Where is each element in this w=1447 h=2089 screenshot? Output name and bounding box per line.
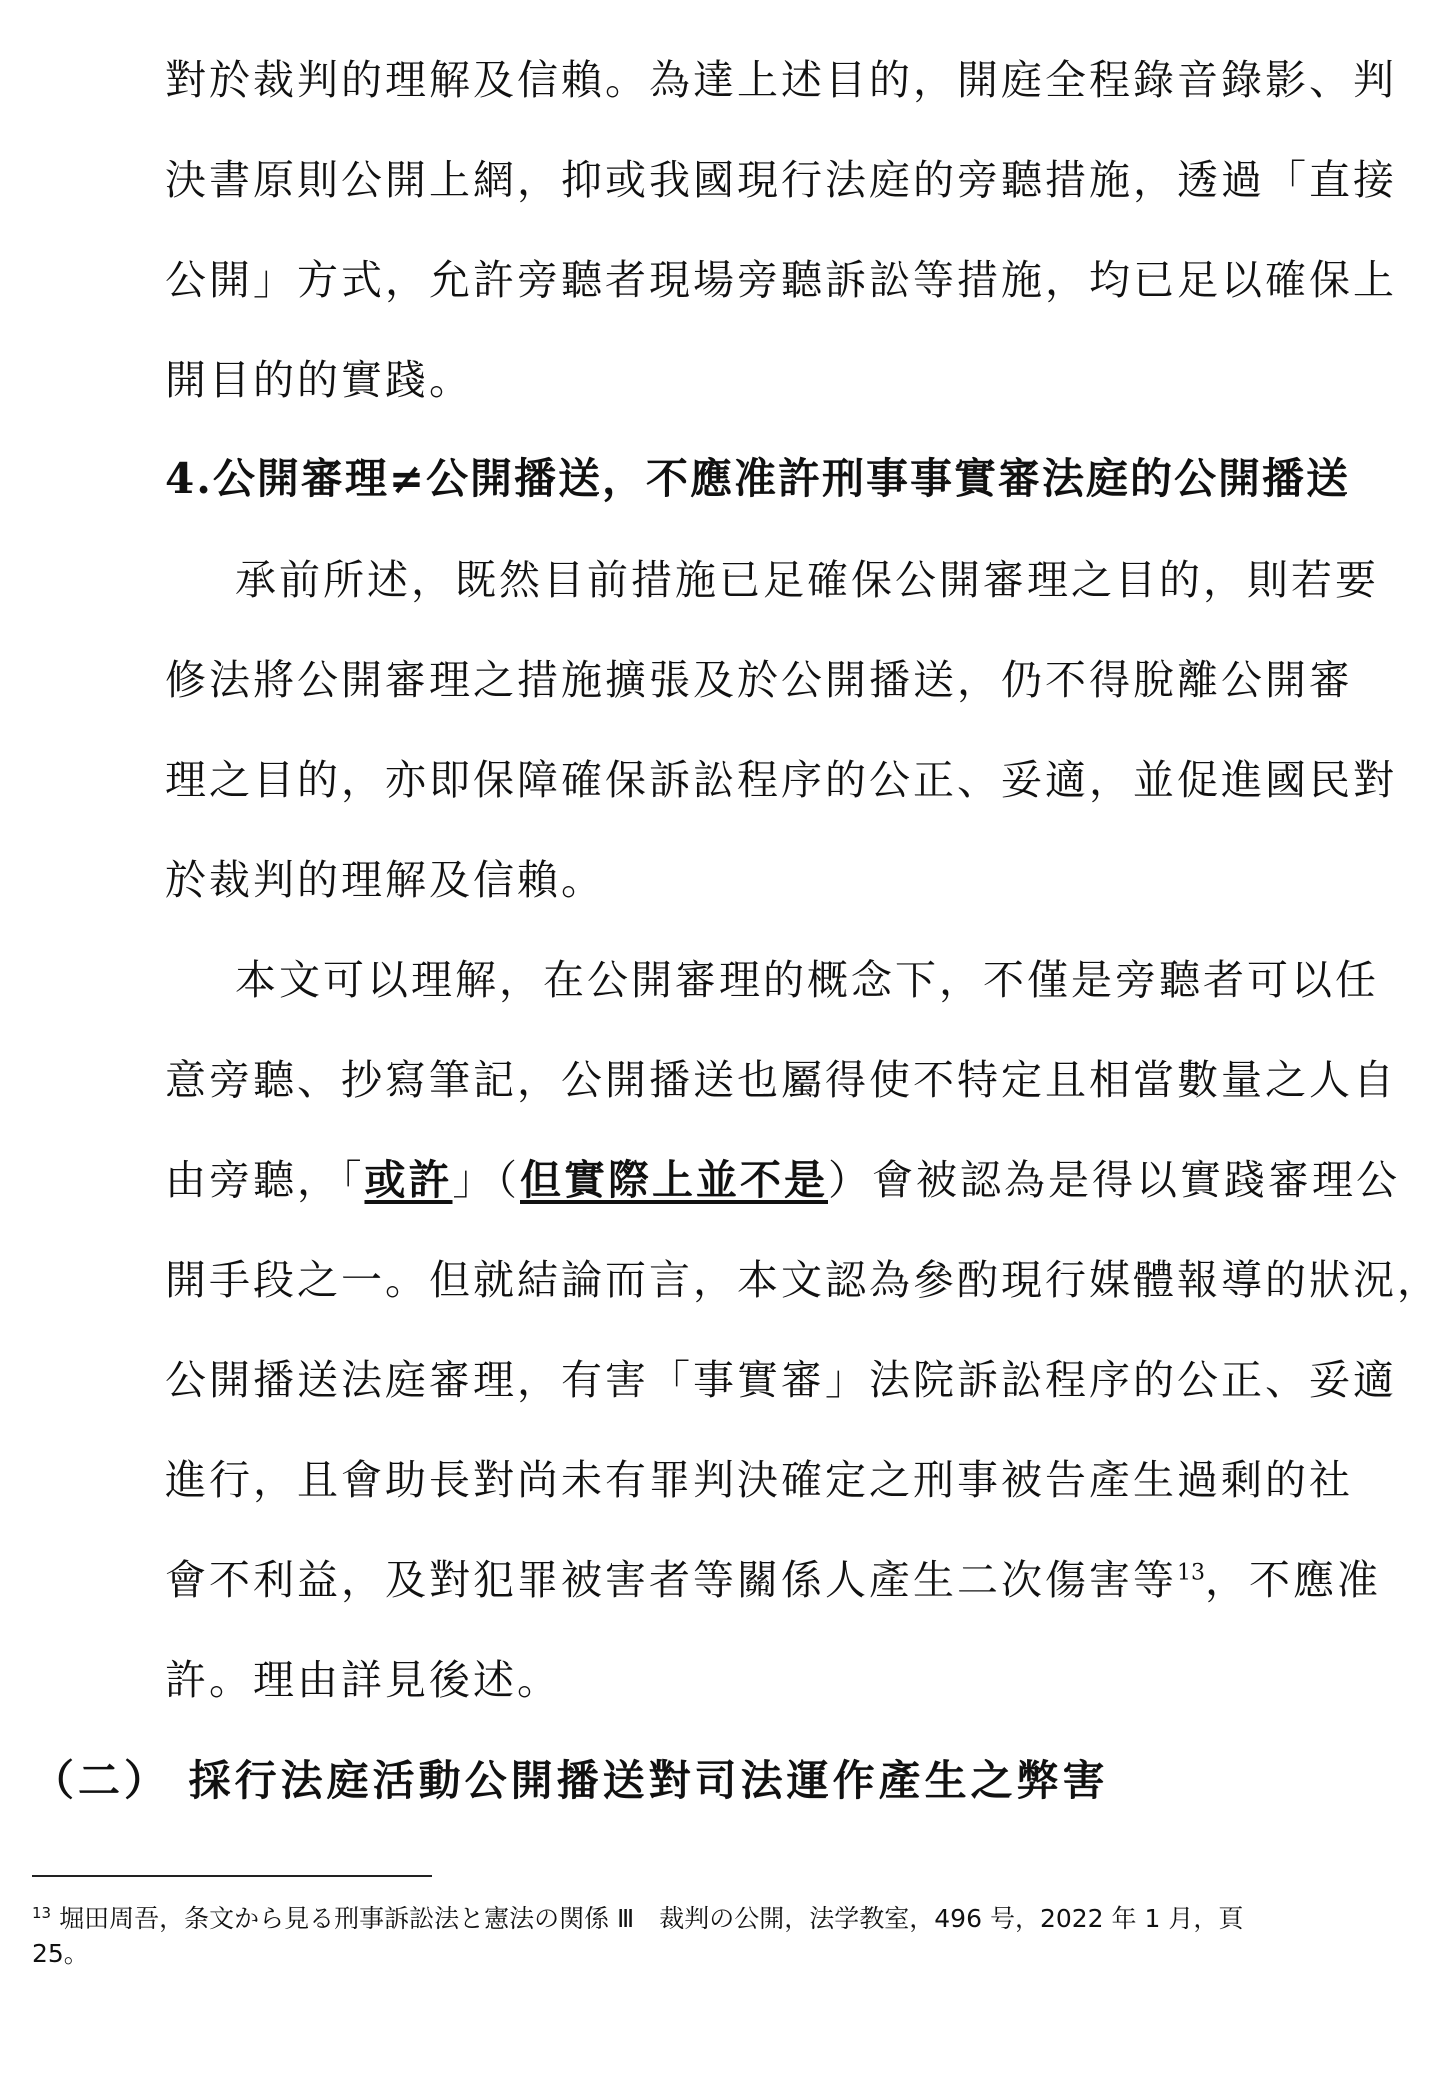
body-line: 決書原則公開上網，抑或我國現行法庭的旁聽措施，透過「直接	[165, 156, 1397, 204]
footnote-line: 25。	[32, 1939, 89, 1968]
footnote-line: 堀田周吾，条文から見る刑事訴訟法と憲法の関係 Ⅲ 裁判の公開，法学教室，496 号，2022 年 1 月，頁	[59, 1904, 1244, 1933]
section-heading: （二） 採行法庭活動公開播送對司法運作產生之弊害	[32, 1756, 1109, 1805]
text-segment: ）會被認為是得以實踐審理公	[828, 1156, 1400, 1204]
body-line: 承前所述，既然目前措施已足確保公開審理之目的，則若要	[235, 556, 1379, 604]
body-line: 本文可以理解，在公開審理的概念下，不僅是旁聽者可以任	[235, 956, 1379, 1004]
body-line: 進行，且會助長對尚未有罪判決確定之刑事被告產生過剩的社	[165, 1456, 1353, 1504]
subsection-heading: 4.公開審理≠公開播送，不應准許刑事事實審法庭的公開播送	[165, 454, 1351, 503]
footnote-marker: 13	[32, 1903, 52, 1922]
body-line: 修法將公開審理之措施擴張及於公開播送，仍不得脫離公開審	[165, 656, 1353, 704]
body-line: 開手段之一。但就結論而言，本文認為參酌現行媒體報導的狀況，	[165, 1256, 1441, 1304]
body-line: 公開」方式，允許旁聽者現場旁聽訴訟等措施，均已足以確保上	[165, 256, 1397, 304]
text-segment: 會不利益，及對犯罪被害者等關係人產生二次傷害等	[165, 1556, 1177, 1604]
underlined-emphasis: 或許	[364, 1156, 453, 1204]
text-segment: 」（	[452, 1156, 520, 1204]
body-line: 理之目的，亦即保障確保訴訟程序的公正、妥適，並促進國民對	[165, 756, 1397, 804]
body-line: 開目的的實踐。	[165, 356, 473, 404]
footnote-separator	[32, 1875, 432, 1877]
underlined-emphasis: 但實際上並不是	[520, 1156, 828, 1204]
footnote-reference[interactable]: 13	[1177, 1560, 1205, 1586]
body-line: 公開播送法庭審理，有害「事實審」法院訴訟程序的公正、妥適	[165, 1356, 1397, 1404]
footnote-text	[32, 1902, 1392, 1936]
body-line: 於裁判的理解及信賴。	[165, 856, 605, 904]
body-line-emphasis	[165, 1152, 1400, 1208]
body-line: 對於裁判的理解及信賴。為達上述目的，開庭全程錄音錄影、判	[165, 56, 1397, 104]
text-segment: ，不應准	[1205, 1556, 1381, 1604]
body-line: 意旁聽、抄寫筆記，公開播送也屬得使不特定且相當數量之人自	[165, 1056, 1397, 1104]
body-line: 許。理由詳見後述。	[165, 1656, 561, 1704]
text-segment: 由旁聽，「	[165, 1156, 365, 1204]
body-line	[165, 1552, 1395, 1608]
